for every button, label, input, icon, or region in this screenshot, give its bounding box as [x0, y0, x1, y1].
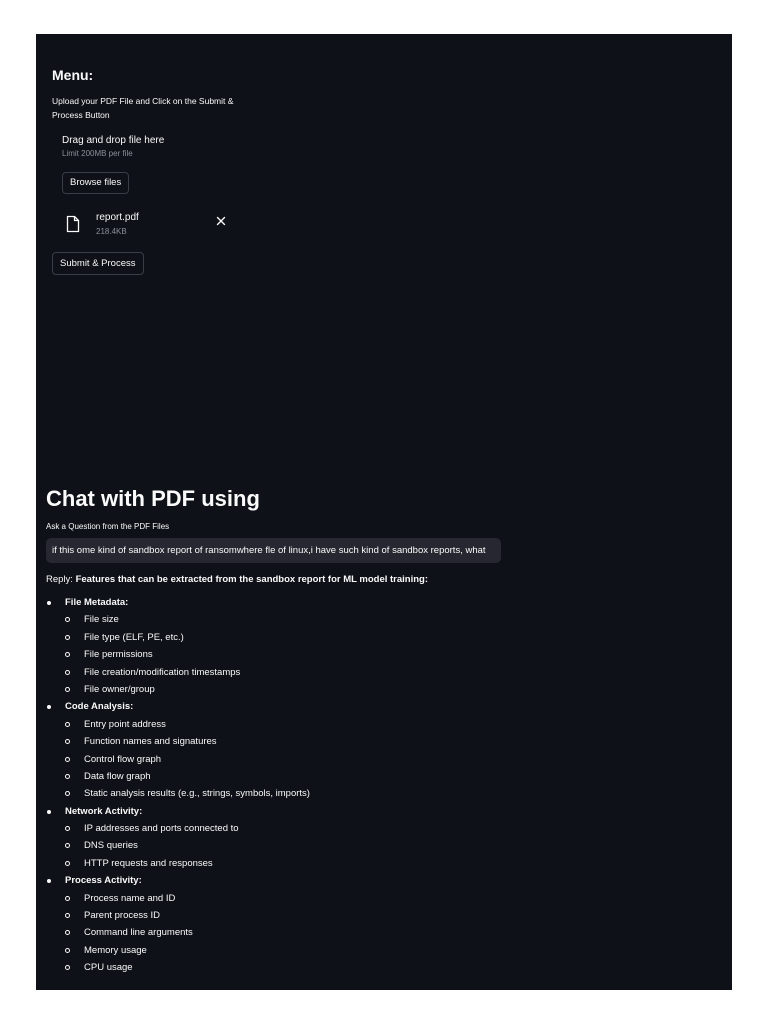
- feature-section-title: File Metadata:: [65, 597, 129, 608]
- circle-bullet-icon: [65, 774, 70, 779]
- feature-item-label: File type (ELF, PE, etc.): [84, 631, 184, 643]
- feature-item-label: DNS queries: [84, 840, 138, 852]
- app-window: [36, 34, 732, 990]
- circle-bullet-icon: [65, 739, 70, 744]
- feature-item-label: Control flow graph: [84, 753, 162, 765]
- feature-item: [46, 768, 686, 785]
- circle-bullet-icon: [65, 687, 70, 692]
- feature-item: [46, 924, 686, 941]
- dropzone-title: Drag and drop file here: [62, 135, 165, 146]
- feature-item: [46, 959, 686, 976]
- feature-item-label: Entry point address: [84, 718, 166, 730]
- circle-bullet-icon: [65, 617, 70, 622]
- feature-item: [46, 664, 686, 681]
- reply-prefix: Reply:: [46, 574, 73, 585]
- feature-list: [46, 594, 686, 977]
- feature-section: [46, 803, 686, 820]
- feature-item-label: Function names and signatures: [84, 736, 217, 748]
- feature-item: [46, 942, 686, 959]
- feature-item: [46, 855, 686, 872]
- sidebar: [36, 34, 236, 454]
- dropzone-limit: Limit 200MB per file: [62, 149, 133, 158]
- circle-bullet-icon: [65, 843, 70, 848]
- feature-item: [46, 907, 686, 924]
- reply-heading: Features that can be extracted from the sandbox report for ML model training:: [75, 574, 429, 585]
- feature-item-label: File creation/modification timestamps: [84, 666, 241, 678]
- uploaded-file-item: [62, 210, 232, 240]
- feature-item-label: File size: [84, 614, 119, 626]
- uploaded-file-name: report.pdf: [96, 212, 139, 223]
- feature-item: [46, 751, 686, 768]
- file-dropzone[interactable]: [62, 134, 232, 160]
- circle-bullet-icon: [65, 826, 70, 831]
- feature-item: [46, 629, 686, 646]
- feature-item-label: Static analysis results (e.g., strings, symbols, imports): [84, 788, 310, 800]
- feature-item: [46, 820, 686, 837]
- feature-item: [46, 890, 686, 907]
- feature-item-label: File owner/group: [84, 683, 155, 695]
- feature-item-label: Command line arguments: [84, 927, 193, 939]
- feature-section-title: Network Activity:: [65, 805, 143, 817]
- feature-item-label: File permissions: [84, 649, 153, 661]
- main-content: [46, 484, 726, 974]
- circle-bullet-icon: [65, 896, 70, 901]
- feature-item: [46, 716, 686, 733]
- feature-section: [46, 594, 686, 611]
- submit-process-button[interactable]: Submit & Process: [52, 252, 144, 275]
- upload-instructions: Upload your PDF File and Click on the Submit & Process Button: [52, 96, 234, 120]
- circle-bullet-icon: [65, 948, 70, 953]
- feature-item-label: HTTP requests and responses: [84, 857, 213, 869]
- feature-item: [46, 681, 686, 698]
- feature-section: [46, 698, 686, 715]
- circle-bullet-icon: [65, 930, 70, 935]
- circle-bullet-icon: [65, 635, 70, 640]
- feature-section-title: Process Activity:: [65, 875, 142, 887]
- feature-item: [46, 611, 686, 628]
- bullet-icon: [47, 601, 51, 605]
- bullet-icon: [47, 705, 51, 709]
- feature-section: [46, 872, 686, 889]
- circle-bullet-icon: [65, 722, 70, 727]
- bullet-icon: [47, 879, 51, 883]
- feature-item-label: IP addresses and ports connected to: [84, 823, 239, 835]
- question-label: Ask a Question from the PDF Files: [46, 522, 170, 531]
- circle-bullet-icon: [65, 965, 70, 970]
- feature-item: [46, 646, 686, 663]
- close-icon[interactable]: [214, 214, 228, 228]
- circle-bullet-icon: [65, 791, 70, 796]
- feature-item: [46, 733, 686, 750]
- file-icon: [66, 215, 80, 233]
- reply-text: [46, 574, 428, 585]
- circle-bullet-icon: [65, 913, 70, 918]
- feature-section-title: Code Analysis:: [65, 701, 134, 713]
- feature-item-label: Parent process ID: [84, 910, 161, 922]
- page-title: Chat with PDF using: [46, 486, 260, 511]
- question-input[interactable]: [46, 538, 501, 563]
- feature-item-label: Process name and ID: [84, 892, 176, 904]
- circle-bullet-icon: [65, 670, 70, 675]
- circle-bullet-icon: [65, 652, 70, 657]
- uploaded-file-size: 218.4KB: [96, 227, 127, 236]
- feature-item: [46, 837, 686, 854]
- circle-bullet-icon: [65, 861, 70, 866]
- bullet-icon: [47, 810, 51, 814]
- feature-item-label: Data flow graph: [84, 770, 151, 782]
- circle-bullet-icon: [65, 757, 70, 762]
- feature-item-label: Memory usage: [84, 944, 147, 956]
- feature-item: [46, 785, 686, 802]
- sidebar-title: Menu:: [52, 67, 94, 83]
- feature-item-label: CPU usage: [84, 962, 133, 974]
- browse-files-button[interactable]: Browse files: [62, 172, 129, 194]
